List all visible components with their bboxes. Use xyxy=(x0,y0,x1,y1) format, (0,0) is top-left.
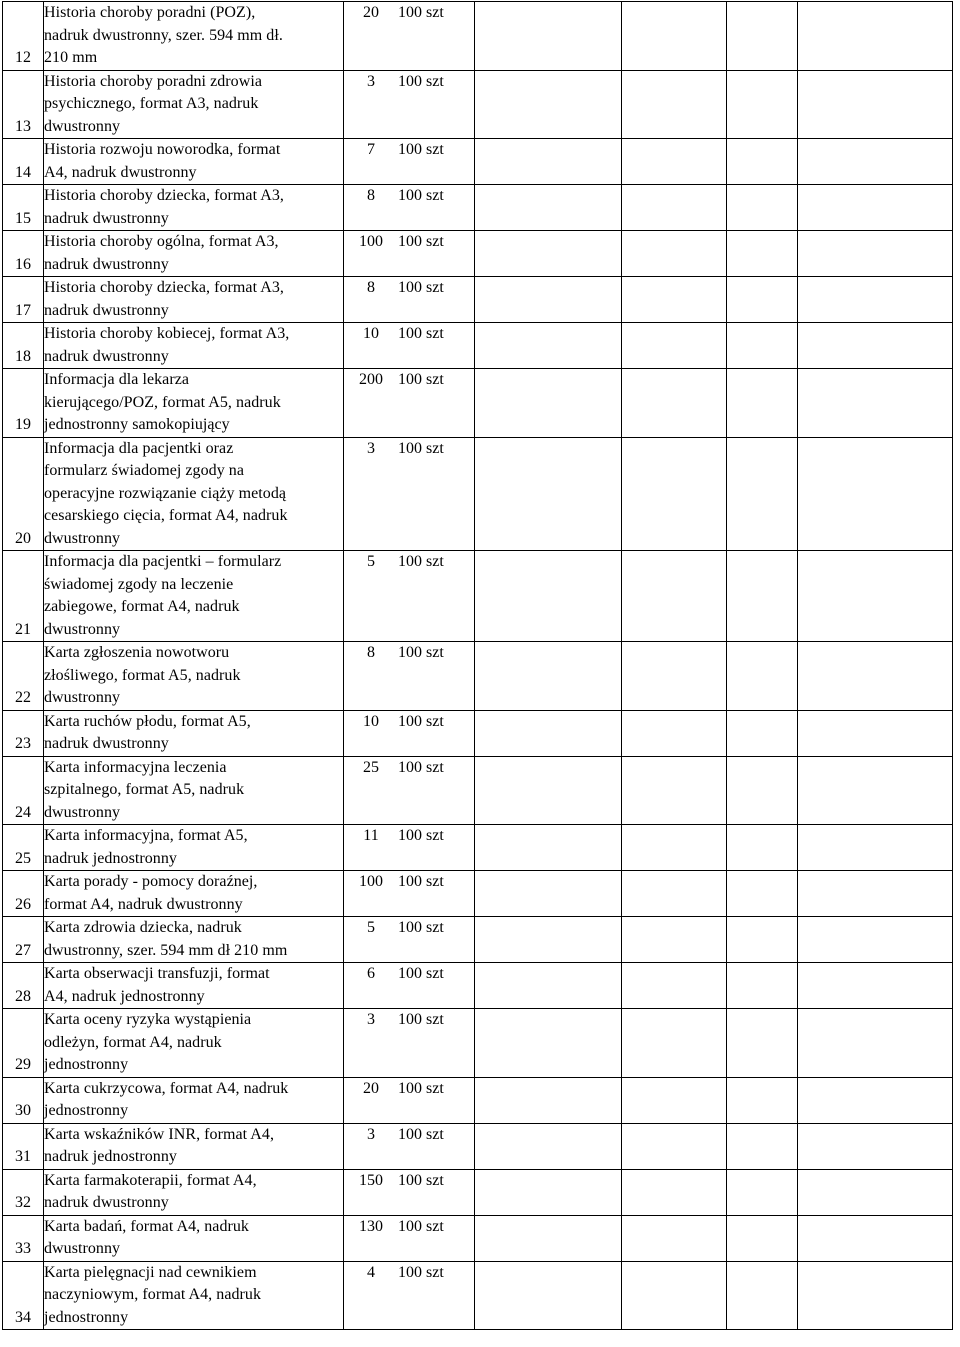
quantity-value: 7 xyxy=(367,141,375,158)
unit-value: 100 szt xyxy=(398,1171,444,1189)
empty-cell-1 xyxy=(475,70,622,139)
table-row xyxy=(3,1077,953,1123)
quantity-cell xyxy=(344,185,475,231)
empty-cell-3 xyxy=(727,551,798,642)
empty-cell-4 xyxy=(798,1009,953,1078)
item-description: Historia choroby poradni zdrowia psychicznego, format A3, nadruk dwustronny xyxy=(44,70,344,139)
quantity-cell xyxy=(344,277,475,323)
quantity-cell xyxy=(344,642,475,711)
quantity-value: 10 xyxy=(363,325,379,342)
table-row xyxy=(3,437,953,551)
unit-value: 100 szt xyxy=(398,1217,444,1235)
item-description: Karta informacyjna leczenia szpitalnego, format A5, nadruk dwustronny xyxy=(44,756,344,825)
table-row xyxy=(3,185,953,231)
order-items-table-body xyxy=(3,2,953,1330)
empty-cell-4 xyxy=(798,1077,953,1123)
item-description: Historia choroby poradni (POZ), nadruk dwustronny, szer. 594 mm dł. 210 mm xyxy=(44,2,344,71)
empty-cell-4 xyxy=(798,1215,953,1261)
empty-cell-4 xyxy=(798,963,953,1009)
row-number: 24 xyxy=(3,756,44,825)
unit-value: 100 szt xyxy=(398,644,444,661)
unit-value: 100 szt xyxy=(398,4,444,21)
empty-cell-2 xyxy=(622,437,727,551)
empty-cell-1 xyxy=(475,1261,622,1330)
empty-cell-1 xyxy=(475,1077,622,1123)
quantity-value: 3 xyxy=(367,1125,375,1143)
quantity-cell xyxy=(344,756,475,825)
table-row xyxy=(3,963,953,1009)
row-number: 26 xyxy=(3,871,44,917)
empty-cell-2 xyxy=(622,1261,727,1330)
table-row xyxy=(3,710,953,756)
row-number: 21 xyxy=(3,551,44,642)
unit-value: 100 szt xyxy=(398,553,444,570)
quantity-value: 3 xyxy=(367,72,375,90)
quantity-value: 3 xyxy=(367,439,375,457)
empty-cell-2 xyxy=(622,917,727,963)
empty-cell-1 xyxy=(475,277,622,323)
quantity-value: 6 xyxy=(367,965,375,982)
empty-cell-3 xyxy=(727,963,798,1009)
empty-cell-2 xyxy=(622,710,727,756)
table-row xyxy=(3,917,953,963)
table-row xyxy=(3,756,953,825)
row-number: 28 xyxy=(3,963,44,1009)
empty-cell-4 xyxy=(798,551,953,642)
item-description: Informacja dla lekarza kierującego/POZ, format A5, nadruk jednostronny samokopiujący xyxy=(44,369,344,438)
quantity-cell xyxy=(344,2,475,71)
empty-cell-4 xyxy=(798,139,953,185)
item-description: Karta zdrowia dziecka, nadruk dwustronny, szer. 594 mm dł 210 mm xyxy=(44,917,344,963)
quantity-cell xyxy=(344,231,475,277)
empty-cell-4 xyxy=(798,323,953,369)
table-row xyxy=(3,1009,953,1078)
item-description: Karta wskaźników INR, format A4, nadruk jednostronny xyxy=(44,1123,344,1169)
row-number: 29 xyxy=(3,1009,44,1078)
unit-value: 100 szt xyxy=(398,1011,444,1028)
empty-cell-4 xyxy=(798,437,953,551)
quantity-value: 25 xyxy=(363,758,379,776)
table-row xyxy=(3,1261,953,1330)
empty-cell-3 xyxy=(727,825,798,871)
empty-cell-2 xyxy=(622,825,727,871)
table-row xyxy=(3,323,953,369)
item-description: Historia choroby dziecka, format A3, nadruk dwustronny xyxy=(44,277,344,323)
empty-cell-1 xyxy=(475,963,622,1009)
empty-cell-3 xyxy=(727,437,798,551)
quantity-value: 8 xyxy=(367,187,375,204)
empty-cell-2 xyxy=(622,369,727,438)
empty-cell-2 xyxy=(622,756,727,825)
empty-cell-3 xyxy=(727,277,798,323)
item-description: Historia choroby dziecka, format A3, nadruk dwustronny xyxy=(44,185,344,231)
empty-cell-1 xyxy=(475,139,622,185)
item-description: Karta cukrzycowa, format A4, nadruk jednostronny xyxy=(44,1077,344,1123)
quantity-cell xyxy=(344,1077,475,1123)
quantity-cell xyxy=(344,551,475,642)
row-number: 19 xyxy=(3,369,44,438)
empty-cell-2 xyxy=(622,551,727,642)
empty-cell-3 xyxy=(727,185,798,231)
quantity-value: 5 xyxy=(367,919,375,936)
quantity-cell xyxy=(344,871,475,917)
table-row xyxy=(3,1169,953,1215)
empty-cell-1 xyxy=(475,756,622,825)
empty-cell-4 xyxy=(798,710,953,756)
empty-cell-1 xyxy=(475,323,622,369)
unit-value: 100 szt xyxy=(398,758,444,776)
empty-cell-4 xyxy=(798,185,953,231)
quantity-value: 100 xyxy=(359,873,383,890)
item-description: Historia choroby kobiecej, format A3, nadruk dwustronny xyxy=(44,323,344,369)
unit-value: 100 szt xyxy=(398,72,444,90)
empty-cell-2 xyxy=(622,642,727,711)
unit-value: 100 szt xyxy=(398,827,444,844)
empty-cell-3 xyxy=(727,1123,798,1169)
row-number: 22 xyxy=(3,642,44,711)
item-description: Karta oceny ryzyka wystąpienia odleżyn, format A4, nadruk jednostronny xyxy=(44,1009,344,1078)
empty-cell-4 xyxy=(798,1169,953,1215)
empty-cell-1 xyxy=(475,710,622,756)
empty-cell-2 xyxy=(622,231,727,277)
table-row xyxy=(3,551,953,642)
empty-cell-2 xyxy=(622,1215,727,1261)
quantity-cell xyxy=(344,710,475,756)
empty-cell-1 xyxy=(475,642,622,711)
empty-cell-1 xyxy=(475,917,622,963)
unit-value: 100 szt xyxy=(398,712,444,730)
empty-cell-1 xyxy=(475,1215,622,1261)
quantity-value: 11 xyxy=(363,827,379,844)
empty-cell-3 xyxy=(727,323,798,369)
row-number: 18 xyxy=(3,323,44,369)
row-number: 31 xyxy=(3,1123,44,1169)
unit-value: 100 szt xyxy=(398,965,444,982)
table-row xyxy=(3,1215,953,1261)
empty-cell-3 xyxy=(727,871,798,917)
empty-cell-2 xyxy=(622,2,727,71)
empty-cell-4 xyxy=(798,231,953,277)
empty-cell-4 xyxy=(798,642,953,711)
row-number: 12 xyxy=(3,2,44,71)
unit-value: 100 szt xyxy=(398,873,444,890)
table-row xyxy=(3,369,953,438)
empty-cell-4 xyxy=(798,1261,953,1330)
empty-cell-4 xyxy=(798,917,953,963)
item-description: Karta pielęgnacji nad cewnikiem naczyniowym, format A4, nadruk jednostronny xyxy=(44,1261,344,1330)
quantity-value: 4 xyxy=(367,1263,375,1281)
empty-cell-4 xyxy=(798,277,953,323)
empty-cell-2 xyxy=(622,1123,727,1169)
quantity-value: 8 xyxy=(367,279,375,296)
item-description: Historia choroby ogólna, format A3, nadruk dwustronny xyxy=(44,231,344,277)
row-number: 33 xyxy=(3,1215,44,1261)
empty-cell-3 xyxy=(727,139,798,185)
unit-value: 100 szt xyxy=(398,439,444,457)
unit-value: 100 szt xyxy=(398,187,444,204)
empty-cell-1 xyxy=(475,1009,622,1078)
quantity-cell xyxy=(344,139,475,185)
empty-cell-2 xyxy=(622,963,727,1009)
quantity-cell xyxy=(344,437,475,551)
table-row xyxy=(3,139,953,185)
empty-cell-1 xyxy=(475,437,622,551)
quantity-value: 5 xyxy=(367,553,375,570)
empty-cell-2 xyxy=(622,323,727,369)
empty-cell-3 xyxy=(727,710,798,756)
quantity-value: 3 xyxy=(367,1011,375,1028)
empty-cell-3 xyxy=(727,1009,798,1078)
quantity-cell xyxy=(344,70,475,139)
empty-cell-3 xyxy=(727,70,798,139)
quantity-value: 130 xyxy=(359,1217,383,1235)
row-number: 15 xyxy=(3,185,44,231)
row-number: 34 xyxy=(3,1261,44,1330)
table-row xyxy=(3,70,953,139)
row-number: 32 xyxy=(3,1169,44,1215)
table-row xyxy=(3,231,953,277)
quantity-value: 150 xyxy=(359,1171,383,1189)
empty-cell-2 xyxy=(622,277,727,323)
item-description: Karta zgłoszenia nowotworu złośliwego, format A5, nadruk dwustronny xyxy=(44,642,344,711)
empty-cell-1 xyxy=(475,185,622,231)
empty-cell-3 xyxy=(727,917,798,963)
quantity-cell xyxy=(344,323,475,369)
table-row xyxy=(3,642,953,711)
item-description: Informacja dla pacjentki oraz formularz świadomej zgody na operacyjne rozwiązanie ciąży metodą cesarskiego cięcia, format A4, nadruk dwustronny xyxy=(44,437,344,551)
empty-cell-2 xyxy=(622,70,727,139)
empty-cell-3 xyxy=(727,2,798,71)
unit-value: 100 szt xyxy=(398,325,444,342)
empty-cell-1 xyxy=(475,871,622,917)
item-description: Karta informacyjna, format A5, nadruk jednostronny xyxy=(44,825,344,871)
quantity-cell xyxy=(344,1169,475,1215)
unit-value: 100 szt xyxy=(398,141,444,158)
empty-cell-1 xyxy=(475,231,622,277)
quantity-value: 20 xyxy=(363,4,379,21)
empty-cell-3 xyxy=(727,1215,798,1261)
empty-cell-2 xyxy=(622,1009,727,1078)
item-description: Historia rozwoju noworodka, format A4, nadruk dwustronny xyxy=(44,139,344,185)
quantity-cell xyxy=(344,1009,475,1078)
empty-cell-4 xyxy=(798,70,953,139)
table-row xyxy=(3,277,953,323)
unit-value: 100 szt xyxy=(398,279,444,296)
unit-value: 100 szt xyxy=(398,1263,444,1281)
empty-cell-1 xyxy=(475,1169,622,1215)
unit-value: 100 szt xyxy=(398,233,444,250)
item-description: Karta ruchów płodu, format A5, nadruk dwustronny xyxy=(44,710,344,756)
table-row xyxy=(3,1123,953,1169)
row-number: 27 xyxy=(3,917,44,963)
empty-cell-1 xyxy=(475,825,622,871)
empty-cell-4 xyxy=(798,871,953,917)
empty-cell-4 xyxy=(798,369,953,438)
quantity-value: 8 xyxy=(367,644,375,661)
item-description: Karta obserwacji transfuzji, format A4, nadruk jednostronny xyxy=(44,963,344,1009)
item-description: Karta farmakoterapii, format A4, nadruk dwustronny xyxy=(44,1169,344,1215)
empty-cell-2 xyxy=(622,139,727,185)
empty-cell-1 xyxy=(475,369,622,438)
empty-cell-2 xyxy=(622,185,727,231)
empty-cell-3 xyxy=(727,369,798,438)
unit-value: 100 szt xyxy=(398,919,444,936)
empty-cell-3 xyxy=(727,642,798,711)
empty-cell-3 xyxy=(727,231,798,277)
quantity-value: 10 xyxy=(363,712,379,730)
item-description: Karta badań, format A4, nadruk dwustronny xyxy=(44,1215,344,1261)
empty-cell-1 xyxy=(475,2,622,71)
row-number: 13 xyxy=(3,70,44,139)
unit-value: 100 szt xyxy=(398,1079,444,1097)
row-number: 20 xyxy=(3,437,44,551)
table-row xyxy=(3,2,953,71)
empty-cell-4 xyxy=(798,2,953,71)
quantity-cell xyxy=(344,1261,475,1330)
row-number: 30 xyxy=(3,1077,44,1123)
empty-cell-2 xyxy=(622,871,727,917)
empty-cell-4 xyxy=(798,1123,953,1169)
empty-cell-2 xyxy=(622,1169,727,1215)
item-description: Karta porady - pomocy doraźnej, format A4, nadruk dwustronny xyxy=(44,871,344,917)
item-description: Informacja dla pacjentki – formularz świadomej zgody na leczenie zabiegowe, format A4, nadruk dwustronny xyxy=(44,551,344,642)
unit-value: 100 szt xyxy=(398,371,444,388)
quantity-cell xyxy=(344,825,475,871)
empty-cell-1 xyxy=(475,551,622,642)
empty-cell-3 xyxy=(727,1169,798,1215)
row-number: 23 xyxy=(3,710,44,756)
row-number: 16 xyxy=(3,231,44,277)
quantity-cell xyxy=(344,1123,475,1169)
quantity-cell xyxy=(344,369,475,438)
empty-cell-2 xyxy=(622,1077,727,1123)
empty-cell-4 xyxy=(798,825,953,871)
quantity-value: 100 xyxy=(359,233,383,250)
table-row xyxy=(3,871,953,917)
empty-cell-3 xyxy=(727,1261,798,1330)
order-items-table xyxy=(2,1,953,1330)
row-number: 14 xyxy=(3,139,44,185)
quantity-cell xyxy=(344,917,475,963)
row-number: 17 xyxy=(3,277,44,323)
quantity-value: 200 xyxy=(359,371,383,388)
quantity-cell xyxy=(344,963,475,1009)
empty-cell-1 xyxy=(475,1123,622,1169)
unit-value: 100 szt xyxy=(398,1125,444,1143)
empty-cell-4 xyxy=(798,756,953,825)
empty-cell-3 xyxy=(727,1077,798,1123)
table-row xyxy=(3,825,953,871)
empty-cell-3 xyxy=(727,756,798,825)
quantity-cell xyxy=(344,1215,475,1261)
quantity-value: 20 xyxy=(363,1079,379,1097)
row-number: 25 xyxy=(3,825,44,871)
